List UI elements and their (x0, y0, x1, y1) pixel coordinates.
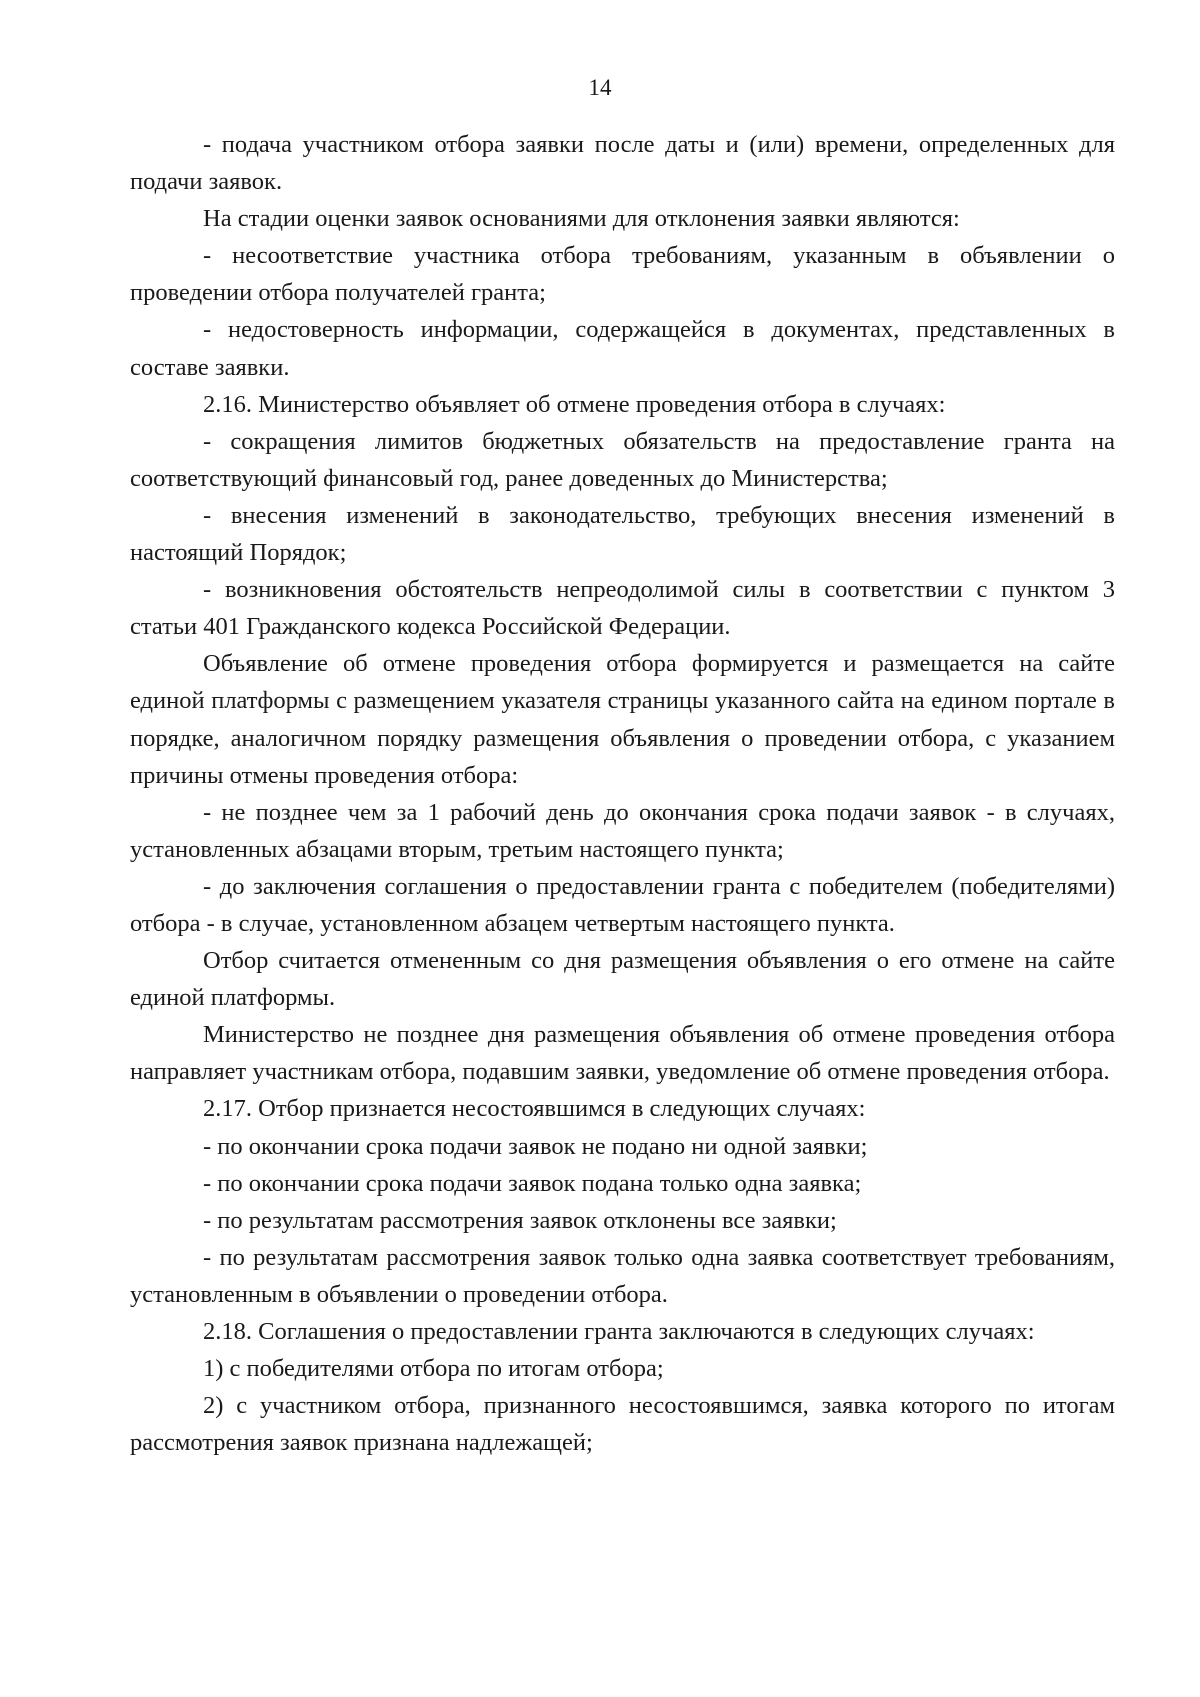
paragraph-legislation-changes: - внесения изменений в законодательство, требующих внесения изменений в настоящий Порядок; (130, 501, 1115, 567)
paragraph-section-2-18: 2.18. Соглашения о предоставлении гранта заключаются в следующих случаях: (203, 1318, 1035, 1345)
paragraph-cancellation-deadline: - не позднее чем за 1 рабочий день до окончания срока подачи заявок - в случаях, установленных абзацами вторым, третьим настоящего пункта; (130, 798, 1115, 863)
paragraph-cancellation-announcement: Объявление об отмене проведения отбора формируется и размещается на сайте единой платформы с размещением указателя страницы указанного сайта на едином портале в порядке, аналогичном порядку размещения объявления о проведении отбора, с указанием причины отмены проведения отбора: (130, 650, 1115, 789)
paragraph-all-rejected: - по результатам рассмотрения заявок отклонены все заявки; (203, 1206, 837, 1234)
paragraph-single-application: - по окончании срока подачи заявок подана только одна заявка; (203, 1169, 862, 1197)
paragraph-section-2-16: 2.16. Министерство объявляет об отмене проведения отбора в случаях: (203, 390, 946, 418)
paragraph-cancellation-notice: Министерство не позднее дня размещения объявления об отмене проведения отбора направляет участникам отбора, подавшим заявки, уведомление об отмене проведения отбора. (130, 1021, 1115, 1086)
paragraph-single-compliant: - по результатам рассмотрения заявок только одна заявка соответствует требованиям, установленным в объявлении о проведении отбора. (130, 1243, 1115, 1308)
paragraph-force-majeure: - возникновения обстоятельств непреодолимой силы в соответствии с пунктом 3 статьи 401 Гражданского кодекса Российской Федерации. (130, 576, 1115, 641)
paragraph-participant-noncompliance: - несоответствие участника отбора требованиям, указанным в объявлении о проведении отбора получателей гранта; (130, 242, 1115, 307)
paragraph-rejection-grounds-intro: На стадии оценки заявок основаниями для отклонения заявки являются: (203, 205, 960, 233)
paragraph-section-2-17: 2.17. Отбор признается несостоявшимся в следующих случаях: (203, 1095, 866, 1123)
paragraph-unreliable-information: - недостоверность информации, содержащейся в документах, представленных в составе заявки. (130, 316, 1115, 381)
paragraph-late-submission: - подача участником отбора заявки после даты и (или) времени, определенных для подачи заявок. (130, 131, 1115, 196)
paragraph-no-applications: - по окончании срока подачи заявок не подано ни одной заявки; (203, 1132, 868, 1160)
paragraph-budget-limits-reduction: - сокращения лимитов бюджетных обязательств на предоставление гранта на соответствующий финансовый год, ранее доведенных до Министерства; (130, 427, 1115, 492)
paragraph-with-winners: 1) с победителями отбора по итогам отбора; (203, 1355, 664, 1383)
document-body (130, 126, 1115, 1461)
page-number: 14 (588, 75, 612, 100)
paragraph-with-sole-participant: 2) с участником отбора, признанного несостоявшимся, заявка которого по итогам рассмотрения заявок признана надлежащей; (130, 1392, 1115, 1457)
paragraph-cancellation-effective: Отбор считается отмененным со дня размещения объявления о его отмене на сайте единой платформы. (130, 947, 1115, 1012)
paragraph-cancellation-before-agreement: - до заключения соглашения о предоставлении гранта с победителем (победителями) отбора - в случае, установленном абзацем четвертым настоящего пункта. (130, 872, 1115, 937)
